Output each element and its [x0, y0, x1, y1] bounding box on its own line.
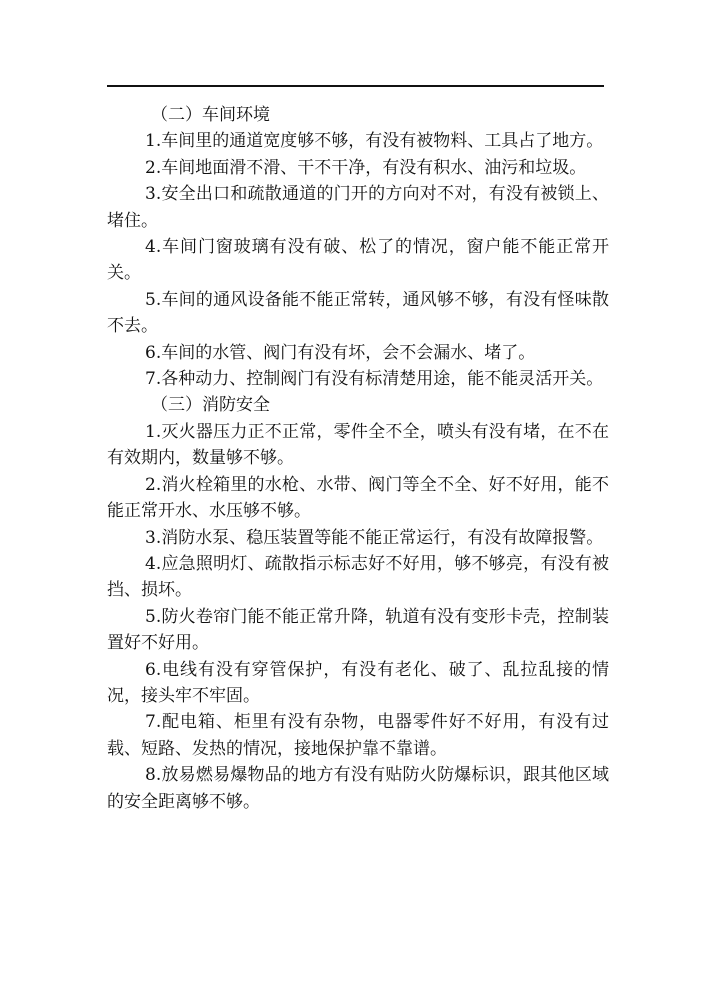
checklist-item: 3.消防水泵、稳压装置等能不能正常运行，有没有故障报警。	[145, 527, 604, 548]
document-body	[107, 102, 609, 815]
checklist-item: 6.车间的水管、阀门有没有坏，会不会漏水、堵了。	[145, 342, 536, 363]
checklist-item: 7.配电箱、柜里有没有杂物，电器零件好不好用，有没有过载、短路、发热的情况，接地保护靠不靠谱。	[107, 712, 609, 759]
checklist-item: 2.车间地面滑不滑、干不干净，有没有积水、油污和垃圾。	[145, 157, 587, 178]
checklist-item: 1.车间里的通道宽度够不够，有没有被物料、工具占了地方。	[145, 131, 604, 152]
section-heading-workshop-environment: （二）车间环境	[151, 105, 270, 125]
checklist-item: 4.应急照明灯、疏散指示标志好不好用，够不够亮，有没有被挡、损坏。	[107, 553, 609, 601]
checklist-item: 7.各种动力、控制阀门有没有标清楚用途，能不能灵活开关。	[145, 369, 604, 390]
checklist-item: 1.灭火器压力正不正常，零件全不全，喷头有没有堵，在不在有效期内，数量够不够。	[107, 421, 609, 469]
checklist-item: 2.消火栓箱里的水枪、水带、阀门等全不全、好不好用，能不能正常开水、水压够不够。	[107, 474, 609, 522]
checklist-item: 8.放易燃易爆物品的地方有没有贴防火防爆标识，跟其他区域的安全距离够不够。	[107, 765, 609, 812]
checklist-item: 3.安全出口和疏散通道的门开的方向对不对，有没有被锁上、堵住。	[107, 184, 609, 231]
header-rule	[107, 85, 604, 87]
section-heading-fire-safety: （三）消防安全	[151, 395, 270, 416]
checklist-item: 4.车间门窗玻璃有没有破、松了的情况，窗户能不能正常开关。	[107, 237, 609, 284]
checklist-item: 6.电线有没有穿管保护，有没有老化、破了、乱拉乱接的情况，接头牢不牢固。	[107, 659, 609, 706]
checklist-item: 5.车间的通风设备能不能正常转，通风够不够，有没有怪味散不去。	[107, 289, 609, 337]
checklist-item: 5.防火卷帘门能不能正常升降，轨道有没有变形卡壳，控制装置好不好用。	[107, 606, 609, 654]
